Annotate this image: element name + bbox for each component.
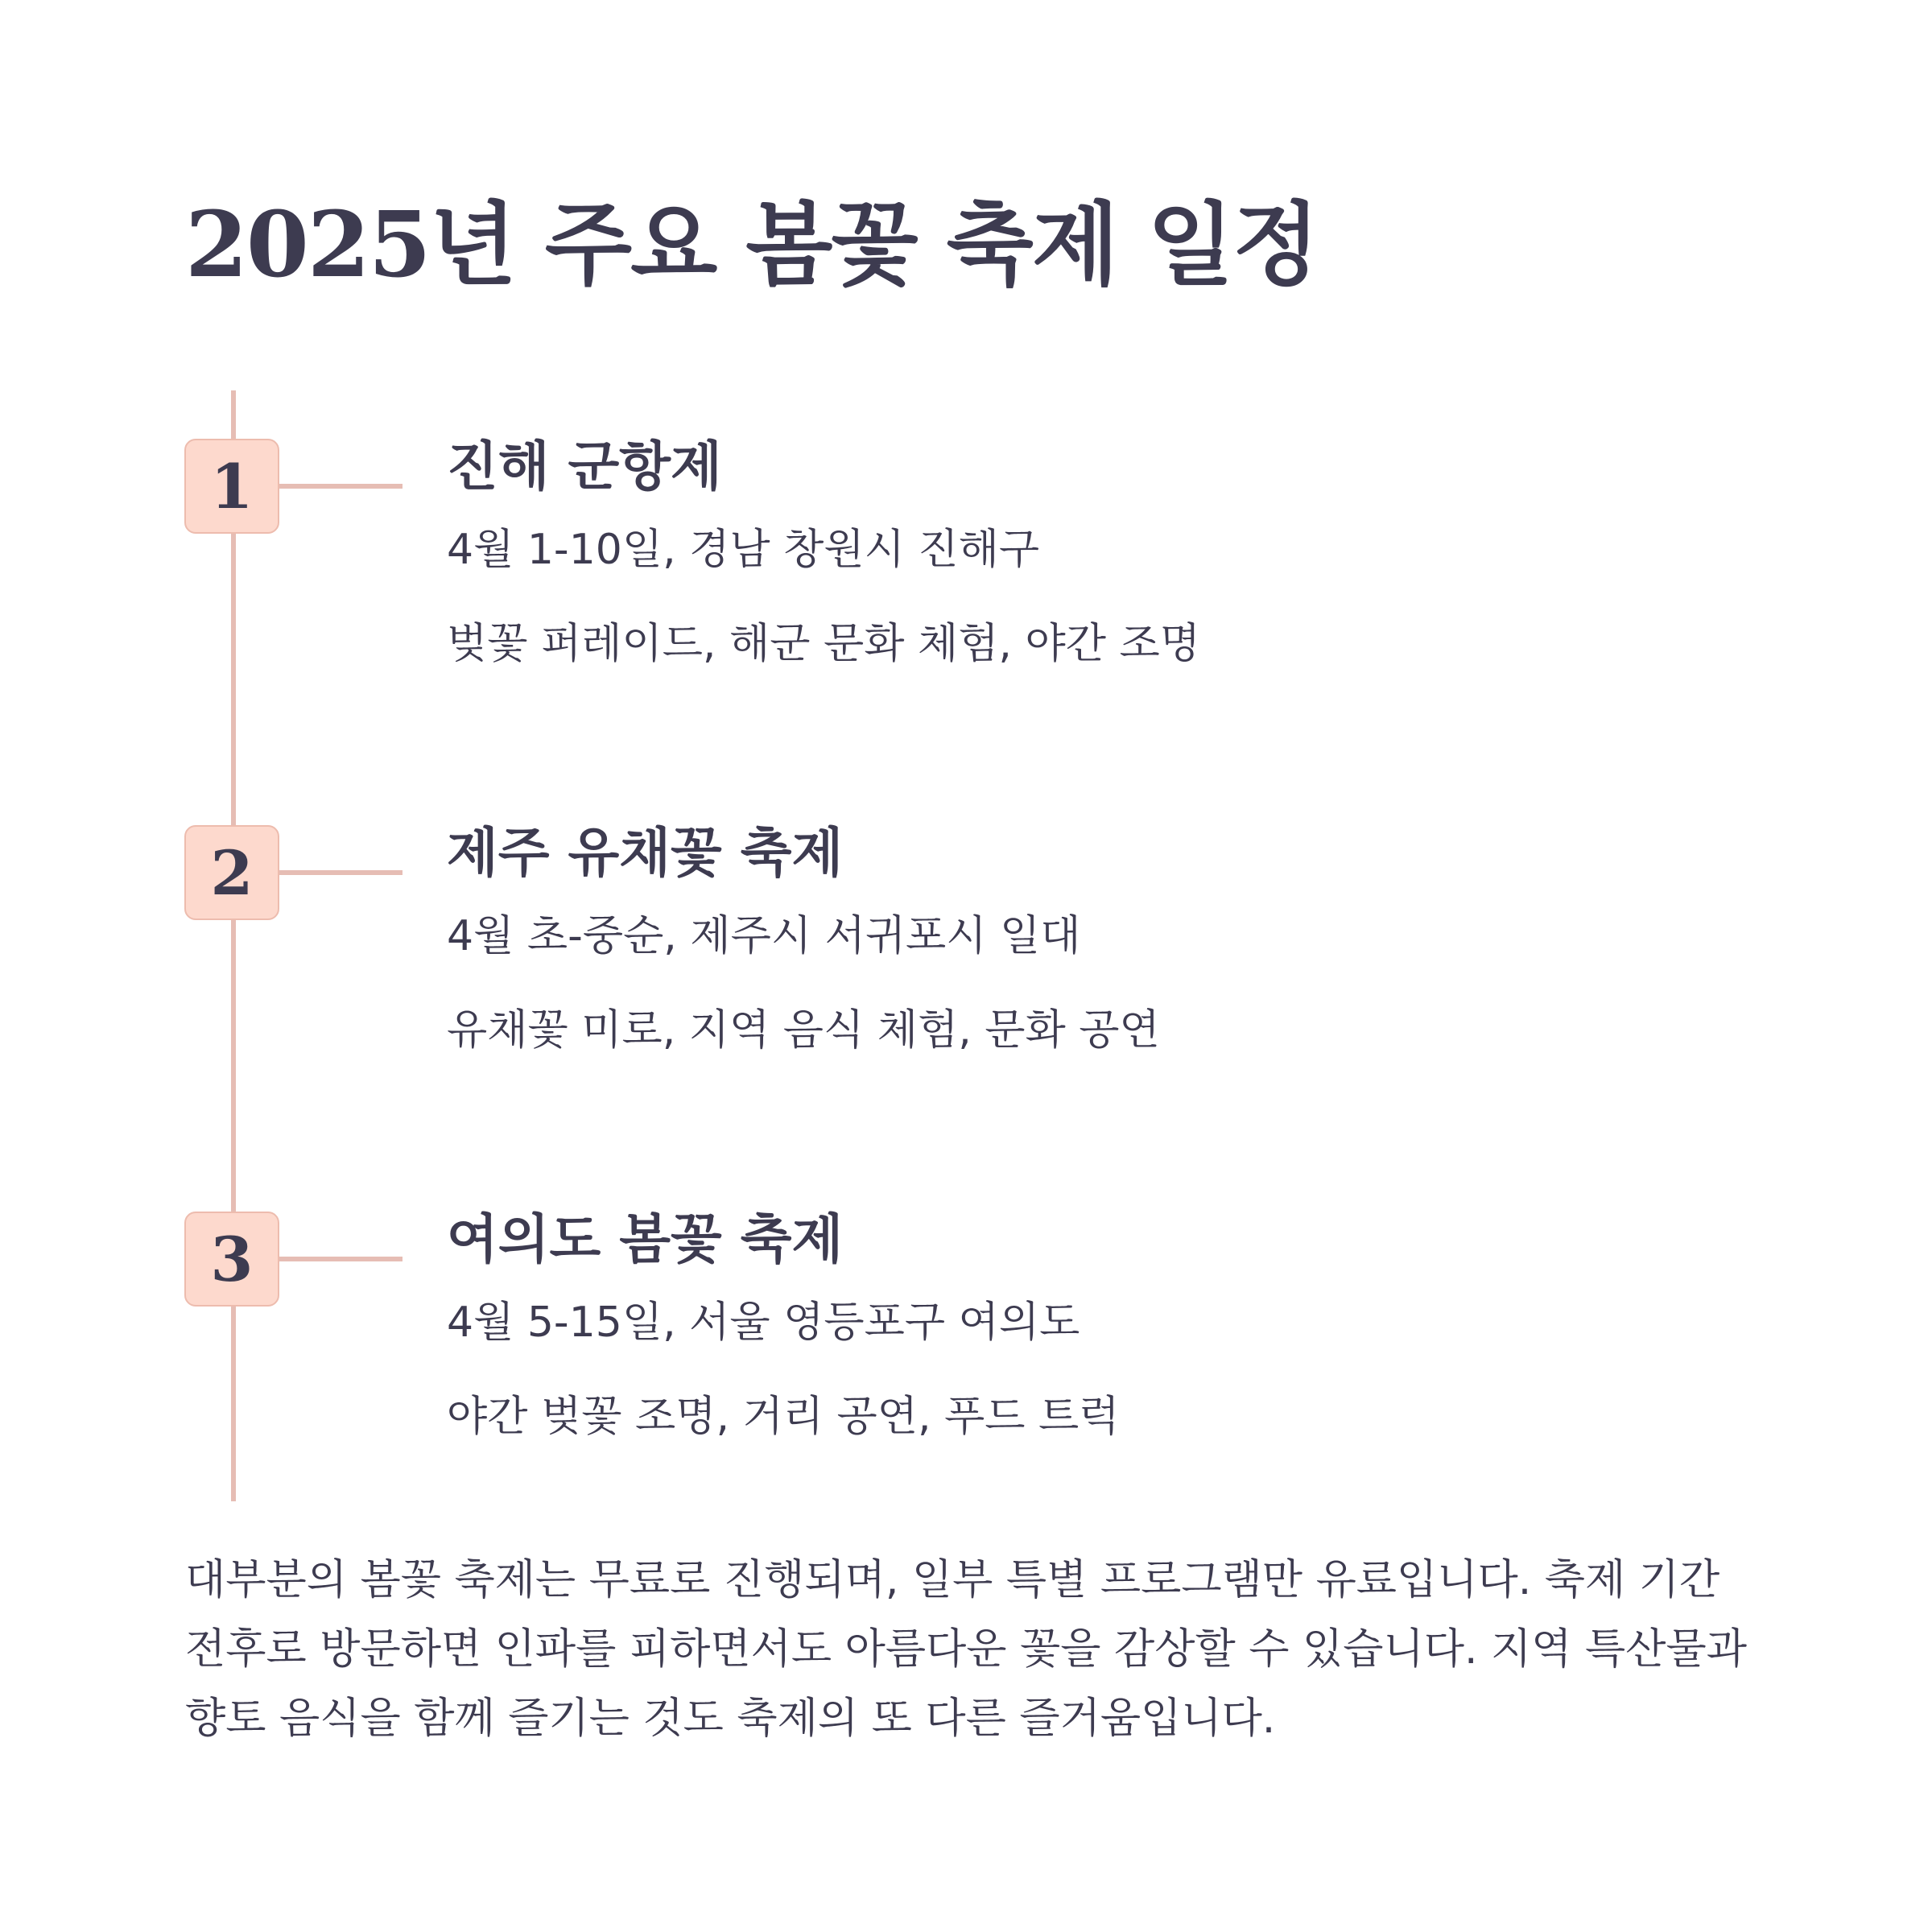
festival-step-1 bbox=[0, 390, 1932, 696]
step-connector bbox=[279, 1257, 402, 1261]
festival-name: 진해 군항제 bbox=[447, 436, 722, 497]
festival-highlights: 벚꽃 퍼레이드, 해군 문화 체험, 야간 조명 bbox=[447, 620, 1200, 668]
festival-name: 제주 유채꽃 축제 bbox=[447, 822, 844, 884]
festival-highlights: 유채꽃 미로, 지역 음식 체험, 문화 공연 bbox=[447, 1006, 1160, 1055]
festival-date-location: 4월 초-중순, 제주시 서귀포시 일대 bbox=[447, 912, 1081, 960]
festival-step-2 bbox=[0, 777, 1932, 1083]
festival-date-location: 4월 1-10일, 경남 창원시 진해구 bbox=[447, 526, 1040, 574]
festival-step-3 bbox=[0, 1163, 1932, 1469]
step-connector bbox=[279, 484, 402, 489]
festival-date-location: 4월 5-15일, 서울 영등포구 여의도 bbox=[447, 1298, 1080, 1347]
step-number-badge: 1 bbox=[184, 439, 279, 534]
footer-note: 대부분의 봄꽃 축제는 무료로 진행되며, 일부 특별 프로그램만 유료입니다. 축제 기간 전후로 방문하면 인파를 피하면서도 아름다운 꽃을 감상할 수 있습니다. 지역 특산물과 향토 음식을 함께 즐기는 것도 축제의 또 다른 즐거움입니다. bbox=[185, 1556, 1747, 1743]
step-connector bbox=[279, 870, 402, 875]
step-number-badge: 3 bbox=[184, 1212, 279, 1307]
page-title: 2025년 주요 봄꽃 축제 일정 bbox=[185, 192, 1319, 298]
festival-name: 여의도 봄꽃 축제 bbox=[447, 1208, 844, 1270]
step-number-badge: 2 bbox=[184, 825, 279, 920]
festival-highlights: 야간 벚꽃 조명, 거리 공연, 푸드 트럭 bbox=[447, 1393, 1120, 1441]
